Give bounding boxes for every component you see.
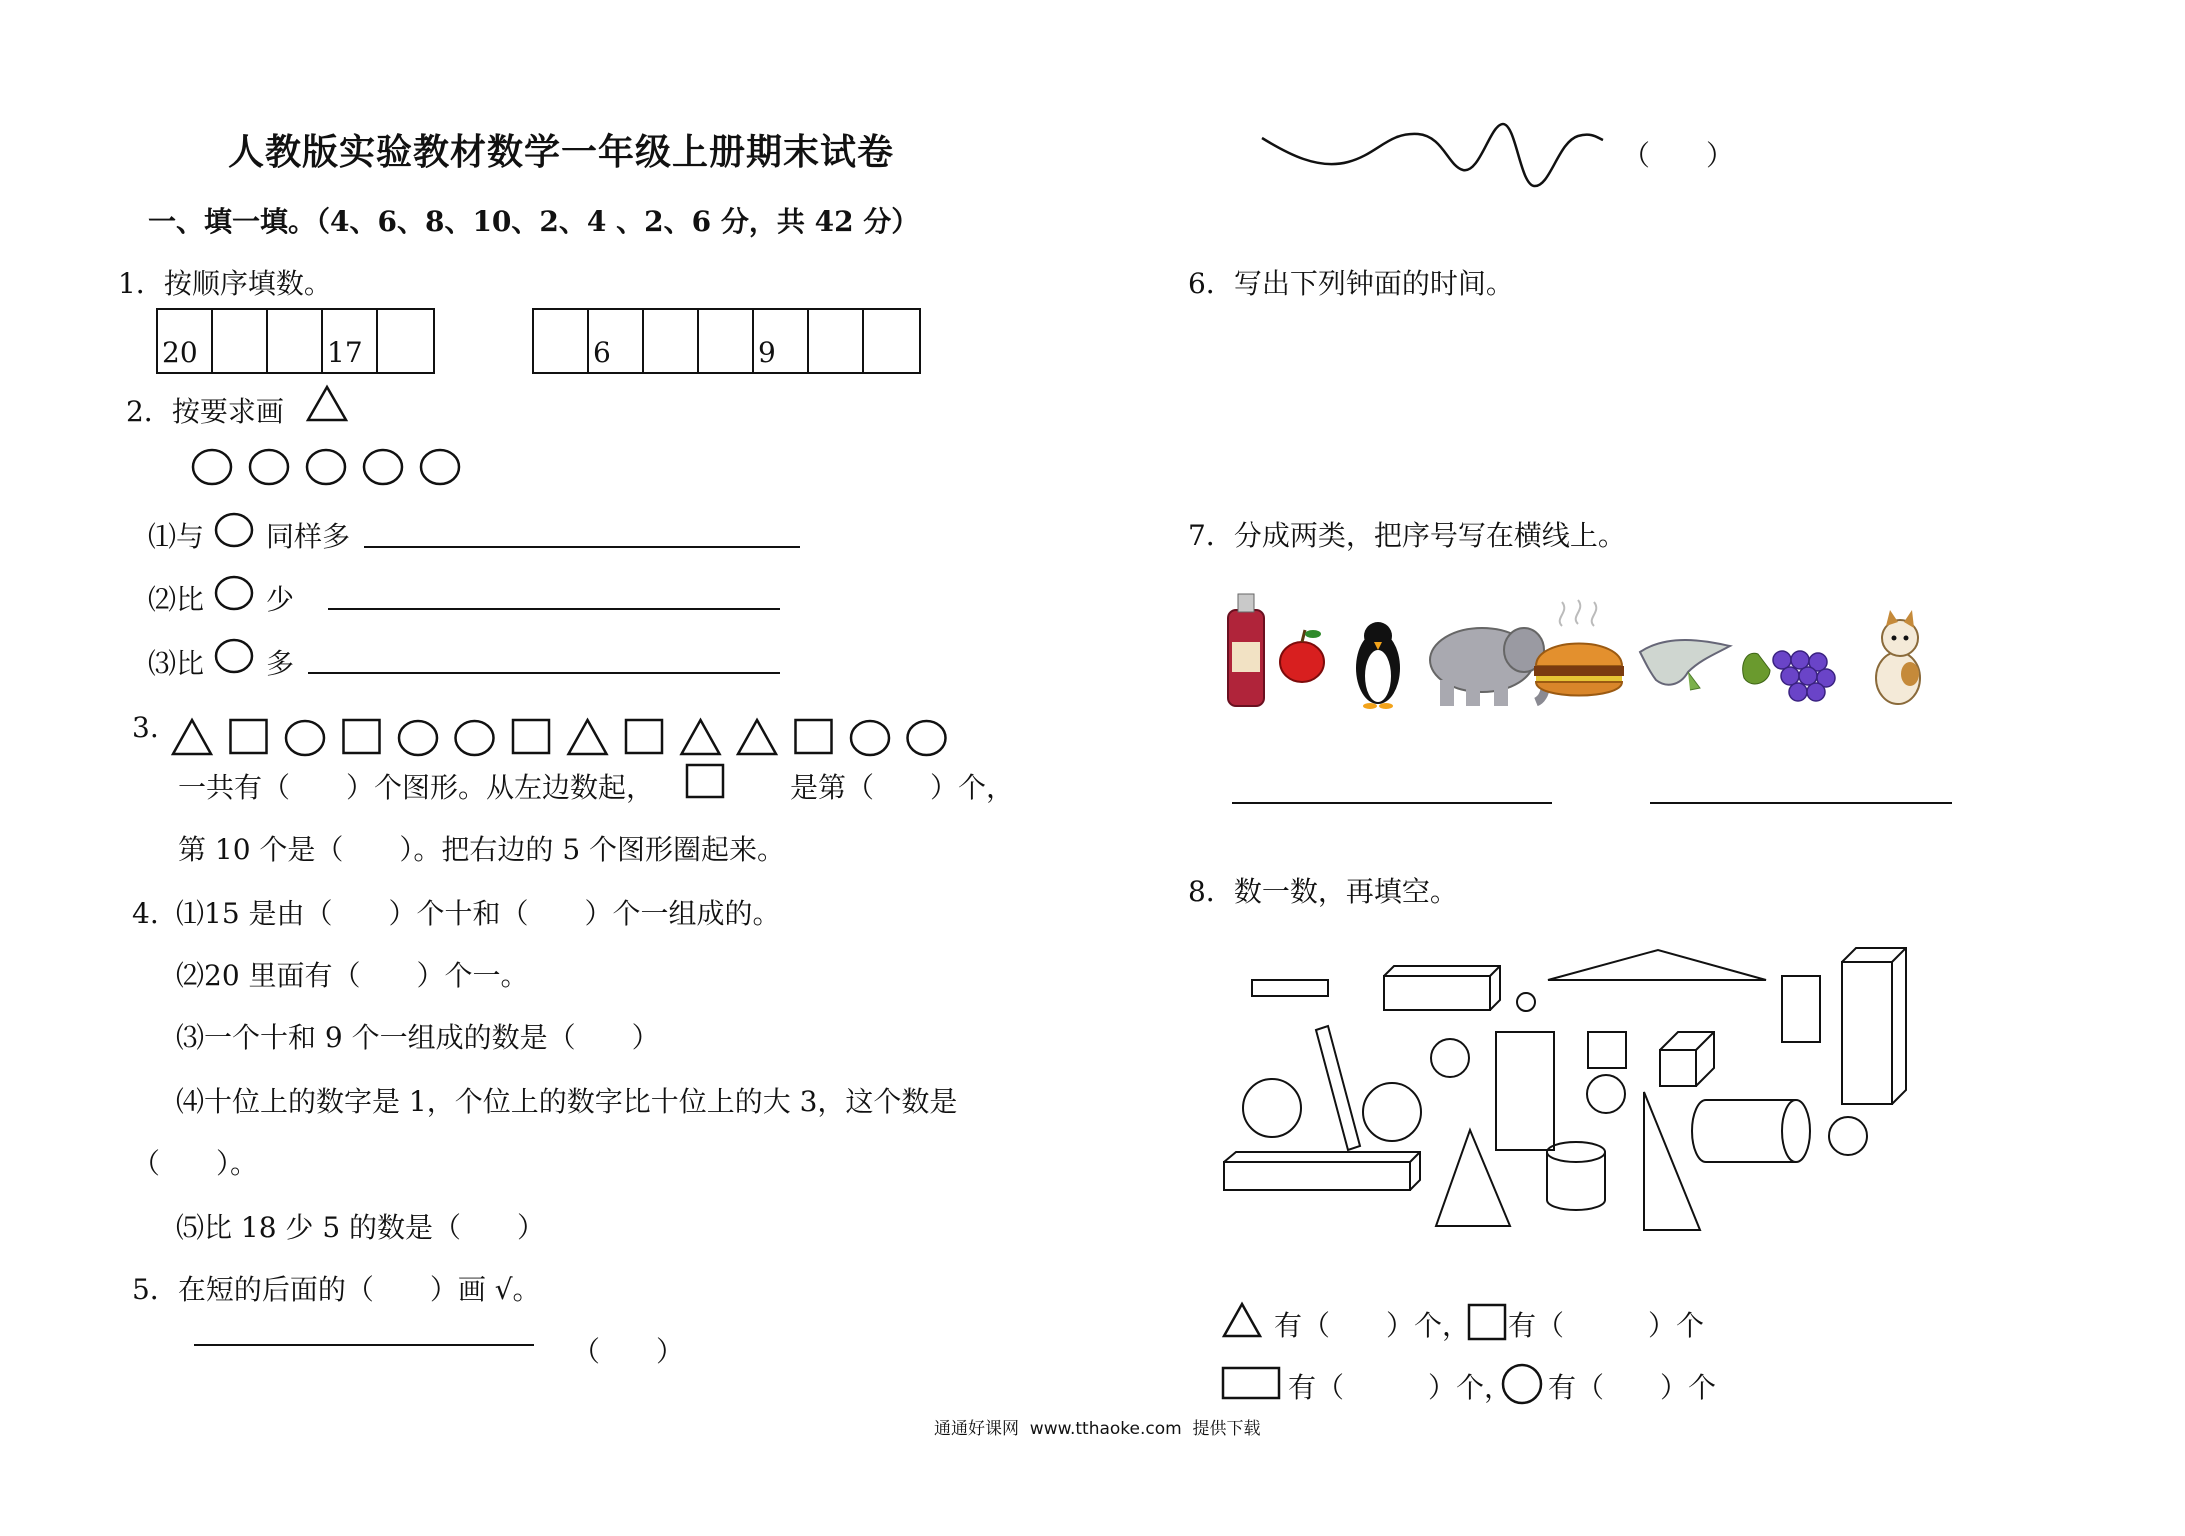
sequence-box-1 [156, 308, 435, 374]
geometry-shapes [1220, 940, 1920, 1240]
circle-icon [212, 637, 256, 675]
q4-part1: ⑴15 是由（ ）个十和（ ）个一组成的。 [176, 897, 781, 930]
square-icon [344, 720, 380, 753]
q3-line2: 第 10 个是（ ）。把右边的 5 个图形圈起来。 [178, 833, 786, 866]
triangle-icon [738, 720, 776, 754]
seq2-cell[interactable] [809, 310, 864, 372]
q2-label: 2．按要求画 [126, 395, 284, 428]
square-icon [684, 762, 728, 802]
q2-part2-a: ⑵比 [148, 583, 205, 616]
triangle-icon [569, 720, 607, 754]
seq2-cell[interactable]: 9 [754, 310, 809, 372]
seq2-cell[interactable]: 6 [589, 310, 644, 372]
footer: 通通好课网 www.tthaoke.com 提供下载 [934, 1419, 1261, 1439]
elephant-icon [1430, 628, 1546, 706]
q8-label: 8．数一数，再填空。 [1188, 875, 1458, 908]
circle-icon [212, 511, 256, 549]
square-icon [513, 720, 549, 753]
triangle-icon [306, 384, 348, 422]
sequence-box-2 [532, 308, 921, 374]
q4-part3: ⑶一个十和 9 个一组成的数是（ ） [176, 1021, 660, 1054]
wavy-line [1258, 114, 1608, 194]
seq1-cell[interactable]: 20 [158, 310, 213, 372]
cat-icon [1876, 610, 1920, 704]
seq2-cell[interactable] [699, 310, 754, 372]
triangle-icon [1220, 1300, 1264, 1340]
circle-icon [399, 721, 437, 755]
q5-label: 5．在短的后面的（ ）画 √。 [132, 1273, 541, 1306]
section-heading: 一、填一填。（4、6、8、10、2、4 、2、6 分，共 42 分） [148, 205, 920, 238]
seq1-cell[interactable] [268, 310, 323, 372]
burger-icon [1534, 600, 1624, 696]
q6-label: 6．写出下列钟面的时间。 [1188, 267, 1514, 300]
circle-icon [212, 574, 256, 612]
shape-sequence [170, 716, 970, 760]
q8-answer-rectangle: 有（ ）个， [1288, 1371, 1513, 1404]
answer-line[interactable] [328, 608, 780, 610]
answer-line[interactable] [308, 672, 780, 674]
circle-icon [908, 721, 946, 755]
square-icon [796, 720, 832, 753]
circle-icon [286, 721, 324, 755]
q3-number: 3. [132, 711, 159, 744]
answer-line-class2[interactable] [1650, 802, 1952, 804]
q8-answer-triangle: 有（ ）个， [1274, 1309, 1471, 1342]
circle-icon [456, 721, 494, 755]
answer-line[interactable] [364, 546, 800, 548]
bottle-icon [1228, 594, 1264, 706]
triangle-icon [682, 720, 720, 754]
q4-part4: ⑷十位上的数字是 1，个位上的数字比十位上的大 3，这个数是 [176, 1085, 958, 1118]
q3-line1-b: 是第（ ）个， [790, 771, 1015, 804]
answer-line-class1[interactable] [1232, 802, 1552, 804]
bird-icon [1640, 640, 1730, 690]
apple-icon [1280, 630, 1324, 682]
triangle-icon [173, 720, 211, 754]
q2-part3-b: 多 [266, 647, 295, 680]
q5-bracket-1[interactable]: （ ） [572, 1335, 685, 1368]
circle-icon [851, 721, 889, 755]
q8-answer-circle: 有（ ）个 [1548, 1371, 1717, 1404]
square-icon [231, 720, 267, 753]
q4-part5: ⑸比 18 少 5 的数是（ ） [176, 1211, 546, 1244]
q4-number: 4. [132, 897, 159, 930]
q2-part3-a: ⑶比 [148, 647, 205, 680]
circle-row [190, 446, 460, 488]
page-title: 人教版实验教材数学一年级上册期末试卷 [228, 131, 895, 173]
seq1-cell[interactable] [213, 310, 268, 372]
q7-label: 7．分成两类，把序号写在横线上。 [1188, 519, 1626, 552]
grapes-icon [1743, 651, 1835, 701]
seq2-cell[interactable] [644, 310, 699, 372]
circle-icon [1500, 1362, 1544, 1406]
q2-part1-b: 同样多 [266, 520, 351, 553]
q2-part1-a: ⑴与 [148, 520, 205, 553]
short-line [194, 1344, 534, 1346]
penguin-icon [1356, 622, 1400, 709]
seq1-cell[interactable] [378, 310, 433, 372]
q2-part2-b: 少 [266, 583, 295, 616]
q8-answer-square: 有（ ）个 [1508, 1309, 1705, 1342]
seq2-cell[interactable] [534, 310, 589, 372]
q4-part2: ⑵20 里面有（ ）个一。 [176, 959, 529, 992]
seq1-cell[interactable]: 17 [323, 310, 378, 372]
square-icon [626, 720, 662, 753]
q5-bracket-2[interactable]: （ ） [1622, 139, 1735, 172]
q3-line1-a: 一共有（ ）个图形。从左边数起， [178, 771, 655, 804]
q1-label: 1．按顺序填数。 [118, 267, 332, 300]
q4-part4-continued: （ ）。 [132, 1147, 259, 1180]
rectangle-icon [1220, 1364, 1284, 1404]
classification-pictures [1210, 580, 1950, 720]
square-icon [1466, 1302, 1508, 1342]
seq2-cell[interactable] [864, 310, 919, 372]
